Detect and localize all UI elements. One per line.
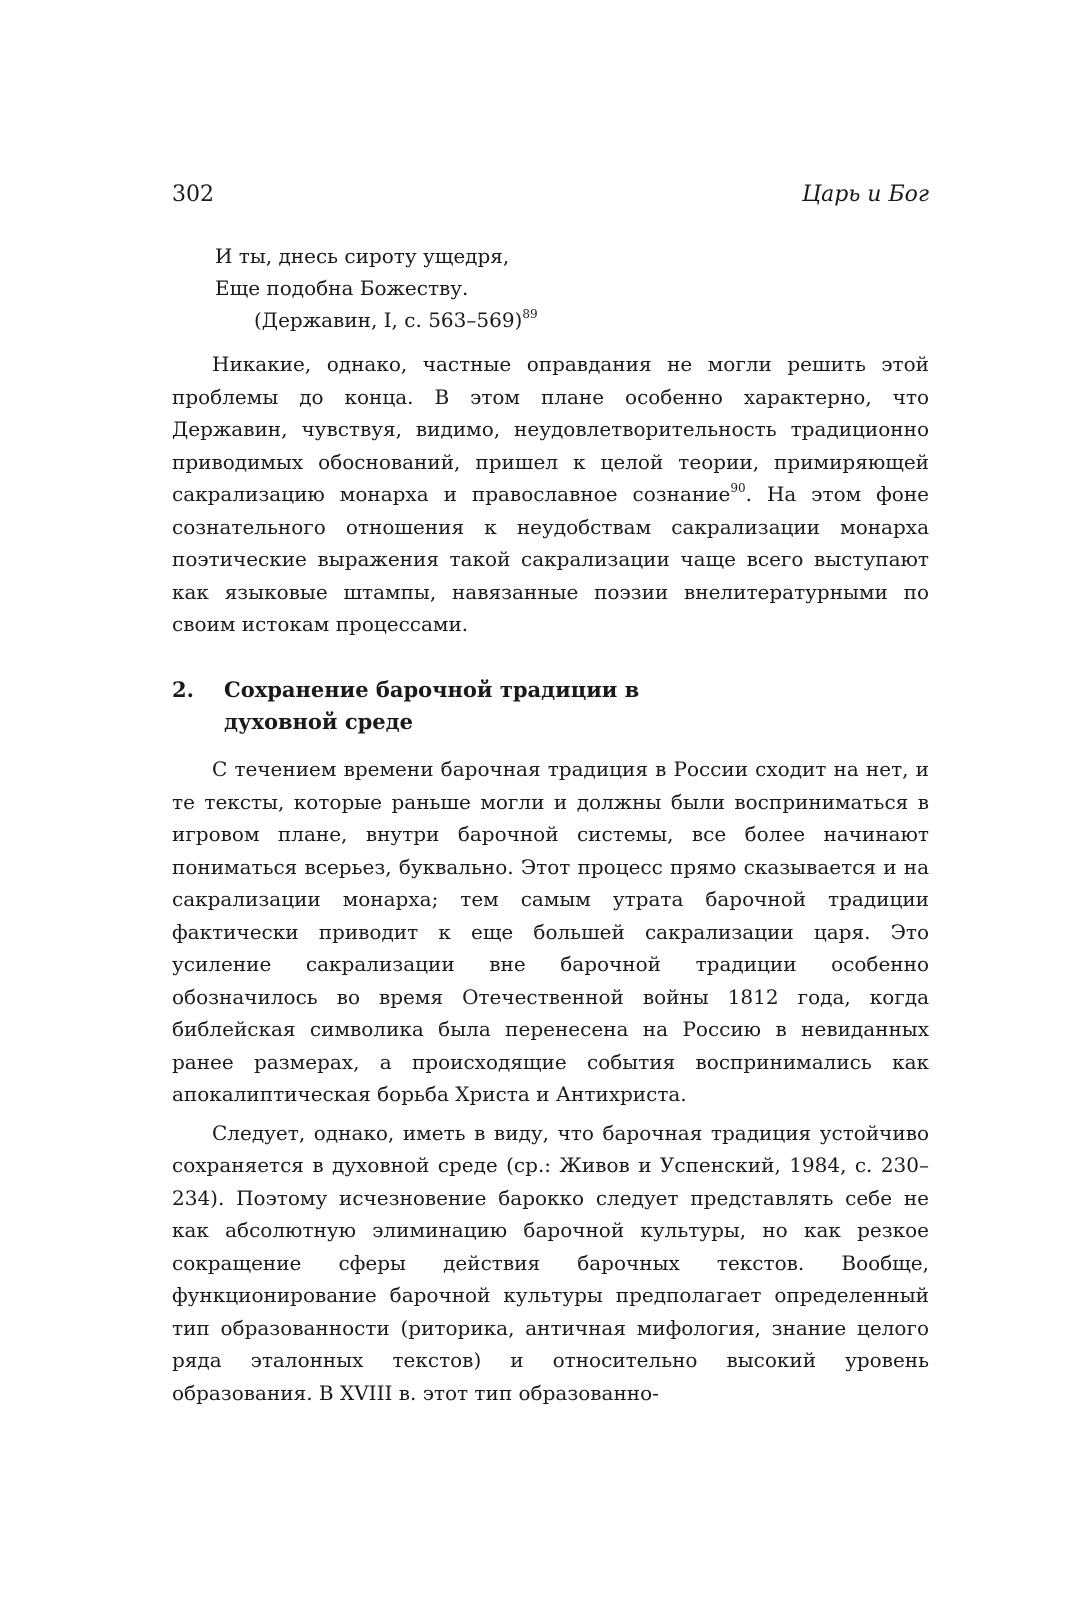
section-heading	[172, 674, 929, 738]
body-text-bottom	[172, 753, 929, 1409]
running-title: Царь и Бог	[801, 182, 929, 207]
verse-citation	[215, 304, 538, 336]
section-title: Сохранение барочной традиции в духовной среде	[224, 677, 640, 734]
paragraph: С течением времени барочная традиция в России сходит на нет, и те тексты, которые раньше могли и должны были восприниматься в игровом плане, внутри барочной системы, все более начинают пониматься всерьез, буквально. Этот процесс прямо сказывается и на сакрализации монарха; тем самым утрата барочной традиции фактически приводит к еще большей сакрализации царя. Это усиление сакрализации вне барочной традиции особенно обозначилось во время Отечественной войны 1812 года, когда библейская символика была перенесена на Россию в невиданных ранее размерах, а происходящие события воспринимались как апокалиптическая борьба Христа и Антихриста.	[172, 757, 929, 1106]
citation-text: (Державин, I, с. 563–569)	[254, 308, 523, 332]
paragraph: Следует, однако, иметь в виду, что барочная традиция устойчиво сохраняется в духовной среде (ср.: Живов и Успенский, 1984, с. 230–234). Поэтому исчезновение барокко следует представлять себе не как абсолютную элиминацию барочной культуры, но как резкое сокращение сферы действия барочных текстов. Вообще, функционирование барочной культуры предполагает определенный тип образованности (риторика, античная мифология, знание целого ряда эталонных текстов) и относительно высокий уровень образования. В XVIII в. этот тип образованно-	[172, 1120, 929, 1405]
paragraph-text: Никакие, однако, частные оправдания не могли решить этой проблемы до конца. В этом плане особенно характерно, что Державин, чувствуя, видимо, неудовлетворительность традиционно приводимых обоснований, пришел к целой теории, примиряющей сакрализацию монарха и православное сознание	[172, 352, 929, 506]
page-number: 302	[172, 182, 214, 207]
running-head	[172, 182, 929, 214]
verse-line: Еще подобна Божеству.	[215, 276, 469, 300]
paragraph	[172, 348, 929, 641]
verse-quote	[215, 240, 538, 336]
body-text-top	[172, 348, 929, 641]
footnote-marker: 89	[522, 307, 538, 321]
paragraph-text: . На этом фоне сознательного отношения к неудобствам сакрализации монарха поэтические выражения такой сакрализации чаще всего выступают как языковые штампы, навязанные поэзии внелитературными по своим истокам процессами.	[172, 482, 929, 636]
footnote-marker: 90	[730, 481, 746, 495]
verse-line: И ты, днесь сироту ущедря,	[215, 244, 510, 268]
section-number: 2.	[172, 677, 194, 702]
